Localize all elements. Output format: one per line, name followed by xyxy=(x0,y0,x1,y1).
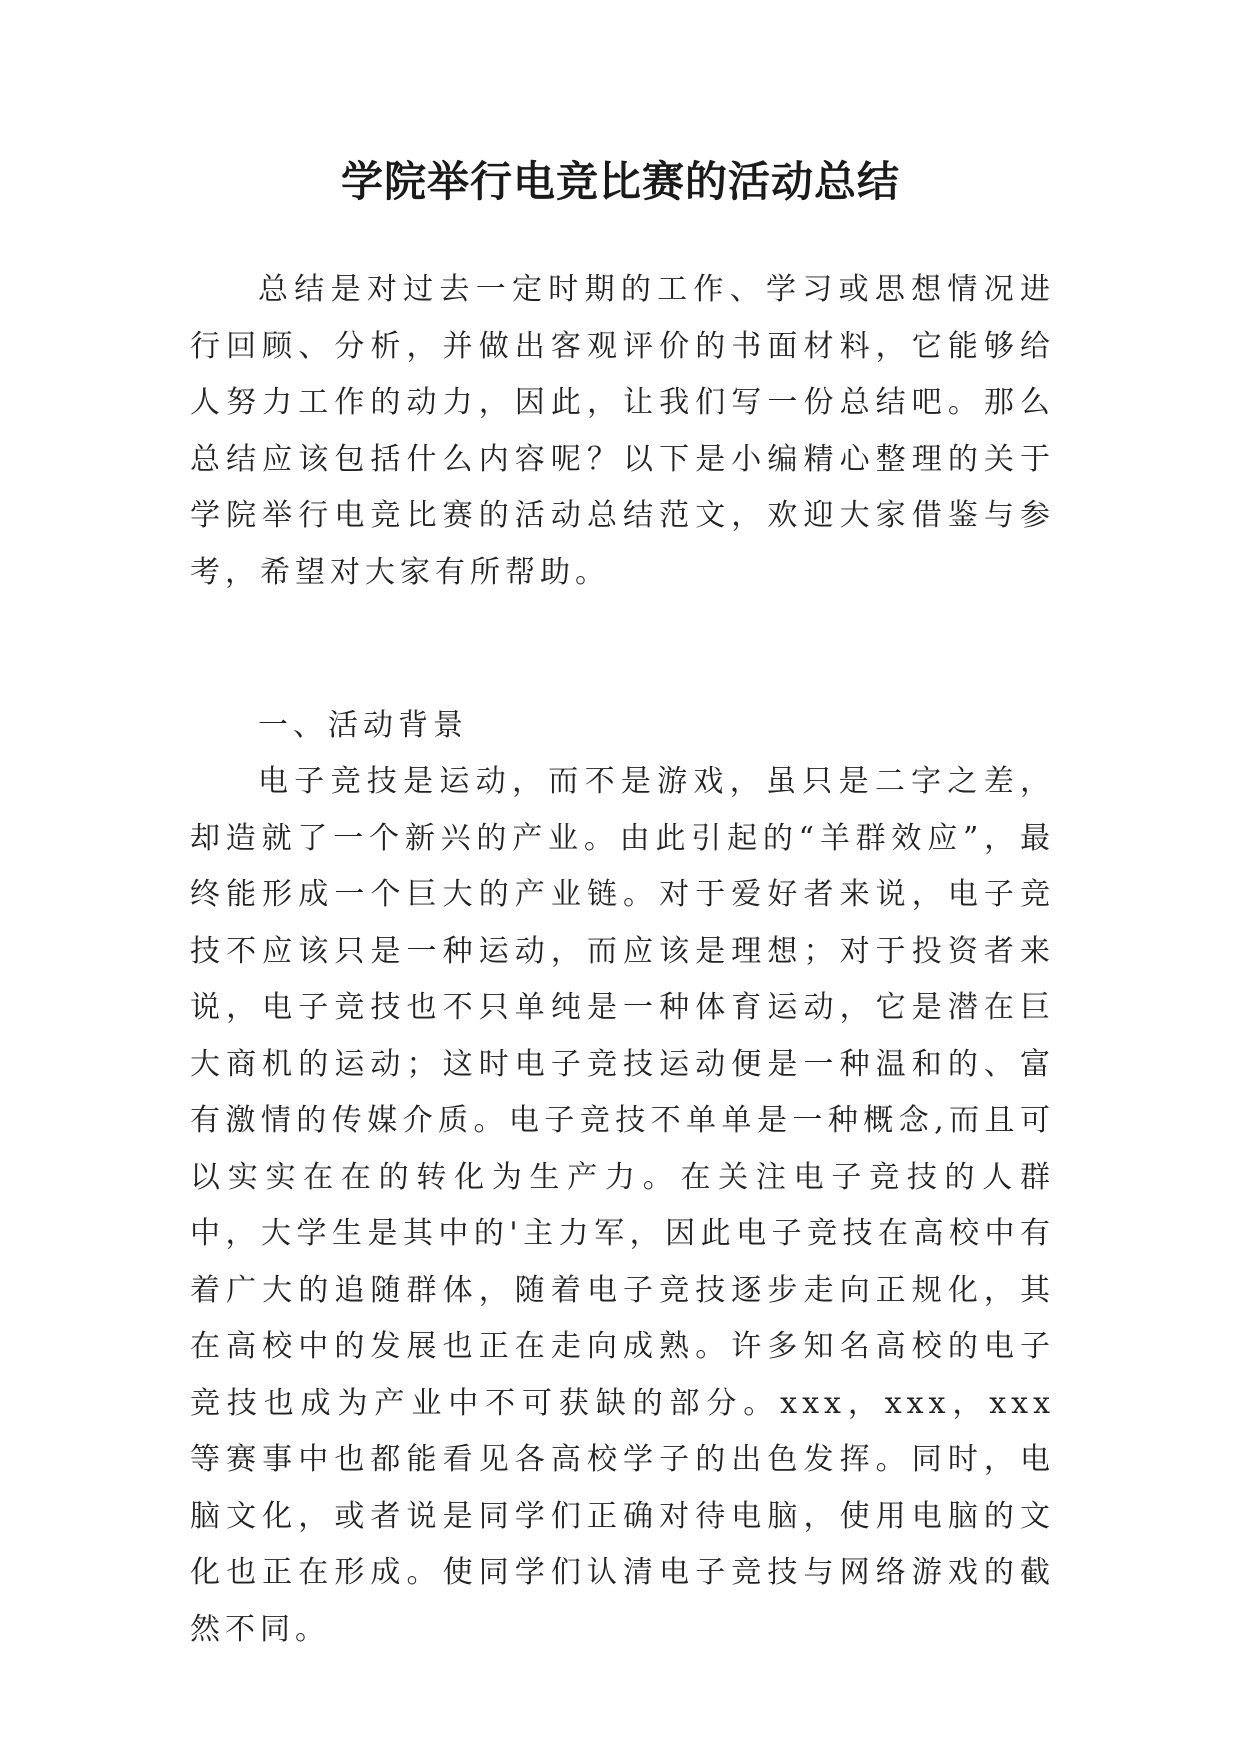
section-1-body xyxy=(190,754,1055,1658)
intro-paragraph: 总结是对过去一定时期的工作、学习或思想情况进行回顾、分析，并做出客观评价的书面材料，它能够给人努力工作的动力，因此，让我们写一份总结吧。那么总结应该包括什么内容呢？以下是小编精心整理的关于学院举行电竞比赛的活动总结范文，欢迎大家借鉴与参考，希望对大家有所帮助。 xyxy=(190,272,1055,590)
intro-section xyxy=(190,262,1055,601)
section-1 xyxy=(190,698,1055,755)
section-heading: 一、活动背景 xyxy=(258,708,468,743)
body-paragraph: 电子竞技是运动，而不是游戏，虽只是二字之差，却造就了一个新兴的产业。由此引起的“羊群效应”，最终能形成一个巨大的产业链。对于爱好者来说，电子竞技不应该只是一种运动，而应该是理想；对于投资者来说，电子竞技也不只单纯是一种体育运动，它是潜在巨大商机的运动；这时电子竞技运动便是一种温和的、富有激情的传媒介质。电子竞技不单单是一种概念,而且可以实实在在的转化为生产力。在关注电子竞技的人群中，大学生是其中的'主力军，因此电子竞技在高校中有着广大的追随群体，随着电子竞技逐步走向正规化，其在高校中的发展也正在走向成熟。许多知名高校的电子竞技也成为产业中不可获缺的部分。xxx，xxx，xxx 等赛事中也都能看见各高校学子的出色发挥。同时，电脑文化，或者说是同学们正确对待电脑，使用电脑的文化也正在形成。使同学们认清电子竞技与网络游戏的截然不同。 xyxy=(190,764,1055,1647)
document-title: 学院举行电竞比赛的活动总结 xyxy=(340,157,900,206)
